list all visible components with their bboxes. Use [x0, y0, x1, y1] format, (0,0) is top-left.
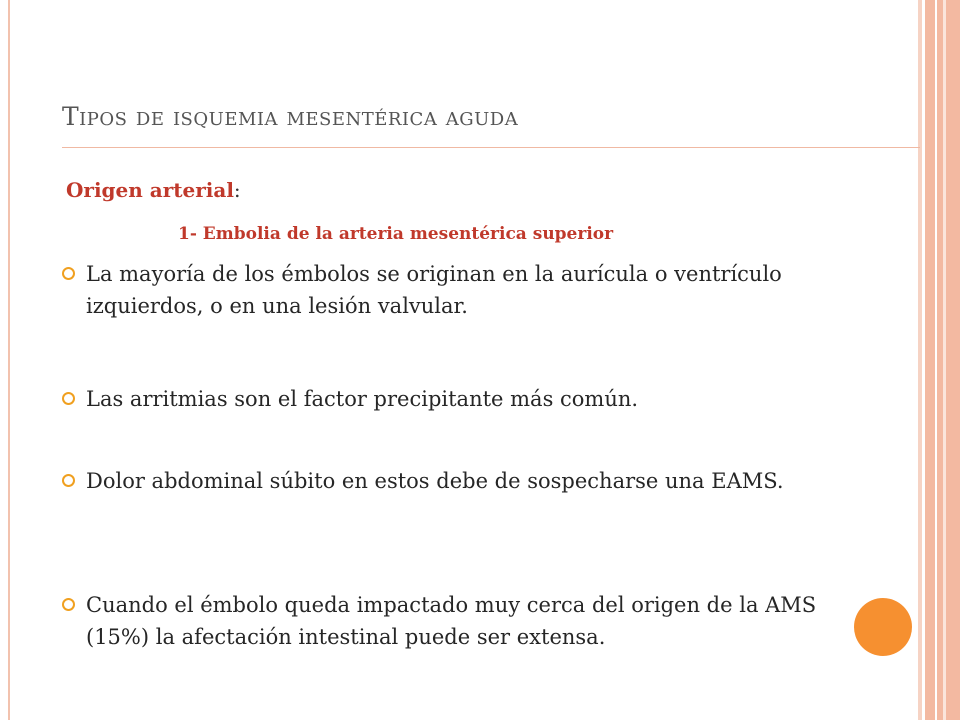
bullet-text: La mayoría de los émbolos se originan en la aurícula o ventrículo izquierdos, o en una lesión valvular.	[86, 262, 782, 318]
bullet-item	[62, 465, 882, 497]
section-subhead: 1- Embolia de la arteria mesentérica superior	[178, 224, 614, 244]
bullet-text: Las arritmias son el factor precipitante más común.	[86, 387, 639, 411]
section-subtitle	[66, 178, 241, 202]
subtitle-colon: :	[233, 178, 241, 202]
bullet-item	[62, 383, 882, 415]
left-border-line	[8, 0, 10, 720]
decorative-side-stripes	[918, 0, 960, 720]
bullet-text: Dolor abdominal súbito en estos debe de sospecharse una EAMS.	[86, 469, 784, 493]
bullet-item	[62, 589, 882, 653]
bullet-circle-icon	[62, 267, 75, 280]
bullet-circle-icon	[62, 474, 75, 487]
bullet-circle-icon	[62, 392, 75, 405]
decorative-orange-circle	[854, 598, 912, 656]
bullet-text: Cuando el émbolo queda impactado muy cerca del origen de la AMS (15%) la afectación intestinal puede ser extensa.	[86, 593, 817, 649]
slide-title: Tipos de isquemia mesentérica aguda	[62, 102, 519, 131]
bullet-item	[62, 258, 882, 322]
bullet-circle-icon	[62, 598, 75, 611]
title-divider	[62, 147, 920, 148]
subtitle-text: Origen arterial	[66, 178, 234, 202]
